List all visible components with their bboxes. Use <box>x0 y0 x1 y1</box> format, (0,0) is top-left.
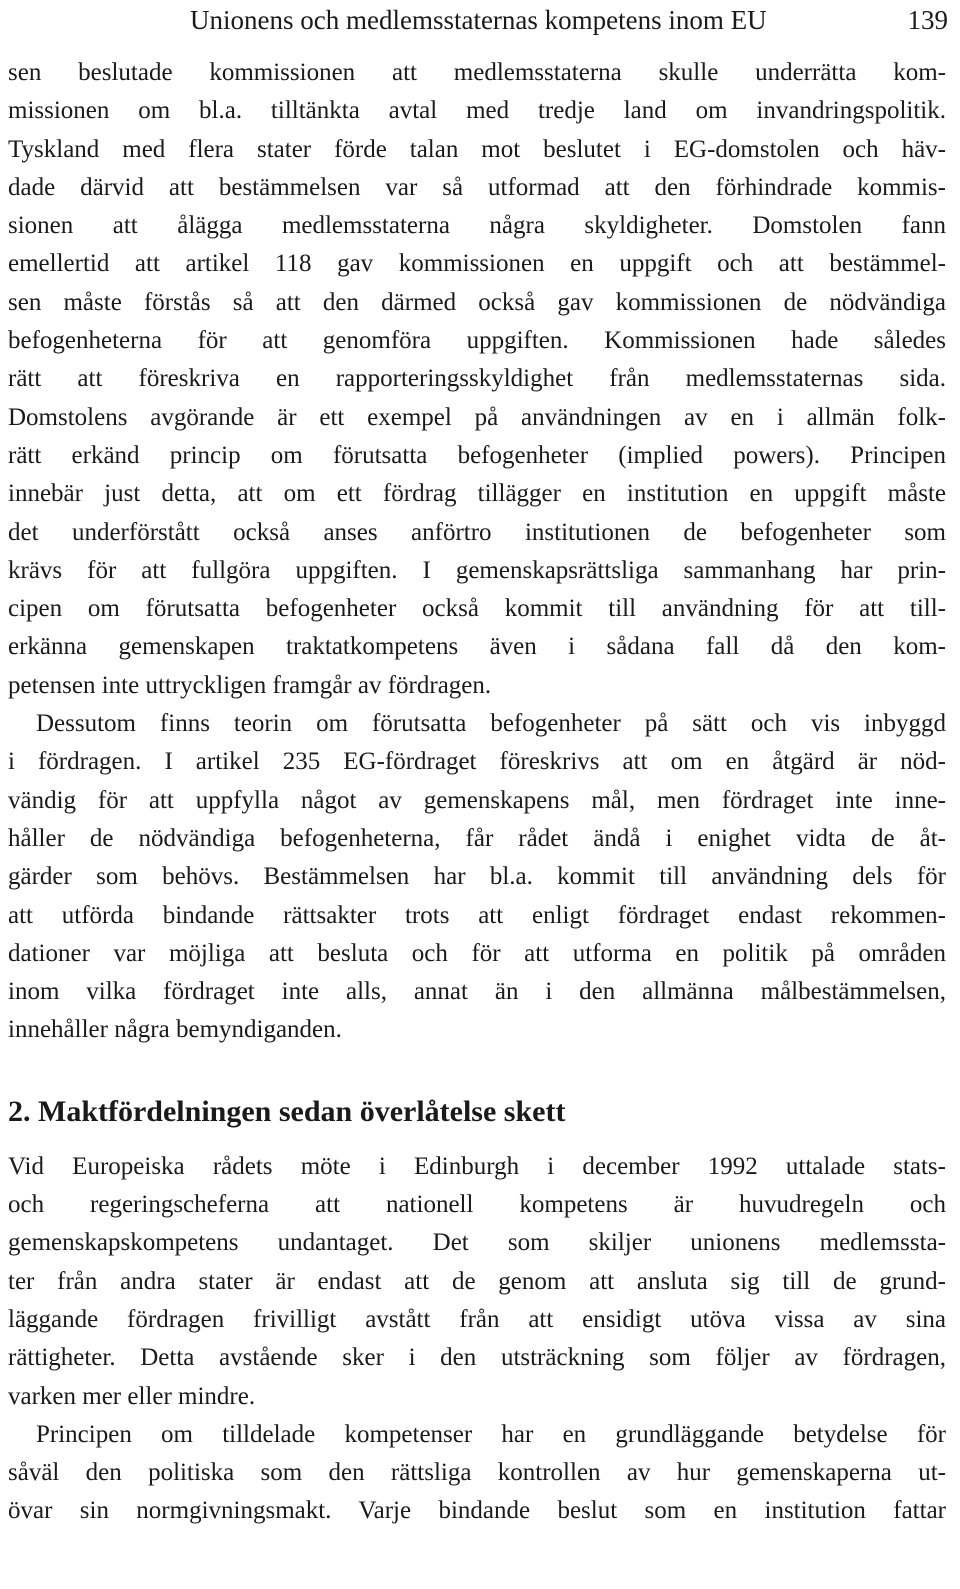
page-number: 139 <box>907 5 948 35</box>
text-line: övar sin normgivningsmakt. Varje bindande beslut som en institution fattar <box>8 1497 946 1525</box>
section-heading: 2. Maktfördelningen sedan överlåtelse skett <box>8 1094 566 1128</box>
running-head <box>0 0 960 48</box>
text-line: att utförda bindande rättsakter trots att enligt fördraget endast rekommen- <box>8 901 946 929</box>
text-line: befogenheterna för att genomföra uppgiften. Kommissionen hade således <box>8 327 946 355</box>
paragraph-implied-powers <box>8 54 946 705</box>
text-line: innehåller några bemyndiganden. <box>8 1016 342 1044</box>
text-line: dationer var möjliga att besluta och för att utforma en politik på områden <box>8 939 946 967</box>
text-line: Principen om tilldelade kompetenser har en grundläggande betydelse för <box>36 1420 946 1448</box>
text-line: Domstolens avgörande är ett exempel på användningen av en i allmän folk- <box>8 403 946 431</box>
text-line: i fördragen. I artikel 235 EG-fördraget föreskrivs att om en åtgärd är nöd- <box>8 748 946 776</box>
text-line: vändig för att uppfylla något av gemenskapens mål, men fördraget inte inne- <box>8 786 946 814</box>
text-line: missionen om bl.a. tilltänkta avtal med tredje land om invandringspolitik. <box>8 97 946 125</box>
text-line: varken mer eller mindre. <box>8 1382 256 1410</box>
text-line: sionen att ålägga medlemsstaterna några skyldigheter. Domstolen fann <box>8 212 946 240</box>
text-line: håller de nödvändiga befogenheterna, får rådet ändå i enighet vidta de åt- <box>8 824 946 852</box>
paragraph-edinburgh <box>8 1148 946 1416</box>
text-line: rätt erkänd princip om förutsatta befogenheter (implied powers). Principen <box>8 441 946 469</box>
text-line: och regeringscheferna att nationell kompetens är huvudregeln och <box>8 1191 946 1219</box>
running-head-title: Unionens och medlemsstaternas kompetens inom EU <box>190 5 767 35</box>
paragraph-conferred-competences <box>8 1416 946 1531</box>
text-line: Vid Europeiska rådets möte i Edinburgh i december 1992 uttalade stats- <box>8 1152 946 1180</box>
text-line: Dessutom finns teorin om förutsatta befogenheter på sätt och vis inbyggd <box>36 710 946 738</box>
text-line: Tyskland med flera stater förde talan mot beslutet i EG-domstolen och häv- <box>8 135 946 163</box>
page-body <box>8 54 946 1531</box>
text-line: inom vilka fördraget inte alls, annat än i den allmänna målbestämmelsen, <box>8 978 946 1006</box>
text-line: cipen om förutsatta befogenheter också kommit till användning för att till- <box>8 595 946 623</box>
text-line: ter från andra stater är endast att de genom att ansluta sig till de grund- <box>8 1267 946 1295</box>
text-line: gemenskapskompetens undantaget. Det som skiljer unionens medlemssta- <box>8 1229 946 1257</box>
text-line: sen beslutade kommissionen att medlemsstaterna skulle underrätta kom- <box>8 59 946 86</box>
paragraph-article-235 <box>8 705 946 1050</box>
text-line: läggande fördragen frivilligt avstått från att ensidigt utöva vissa av sina <box>8 1305 946 1333</box>
text-line: erkänna gemenskapen traktatkompetens även i sådana fall då den kom- <box>8 633 946 661</box>
text-line: det underförstått också anses anförtro institutionen de befogenheter som <box>8 518 946 546</box>
text-line: rättigheter. Detta avstående sker i den utsträckning som följer av fördragen, <box>8 1344 946 1372</box>
text-line: rätt att föreskriva en rapporteringsskyldighet från medlemsstaternas sida. <box>8 365 946 393</box>
text-line: krävs för att fullgöra uppgiften. I gemenskapsrättsliga sammanhang har prin- <box>8 556 946 584</box>
text-line: såväl den politiska som den rättsliga kontrollen av hur gemenskaperna ut- <box>8 1459 946 1487</box>
text-line: innebär just detta, att om ett fördrag tillägger en institution en uppgift måste <box>8 480 946 508</box>
text-line: emellertid att artikel 118 gav kommissionen en uppgift och att bestämmel- <box>8 250 946 278</box>
text-line: sen måste förstås så att den därmed också gav kommissionen de nödvändiga <box>8 288 946 316</box>
text-line: gärder som behövs. Bestämmelsen har bl.a. kommit till användning dels för <box>8 863 946 891</box>
text-line: petensen inte uttryckligen framgår av fördragen. <box>8 671 492 699</box>
text-line: dade därvid att bestämmelsen var så utformad att den förhindrade kommis- <box>8 173 946 201</box>
